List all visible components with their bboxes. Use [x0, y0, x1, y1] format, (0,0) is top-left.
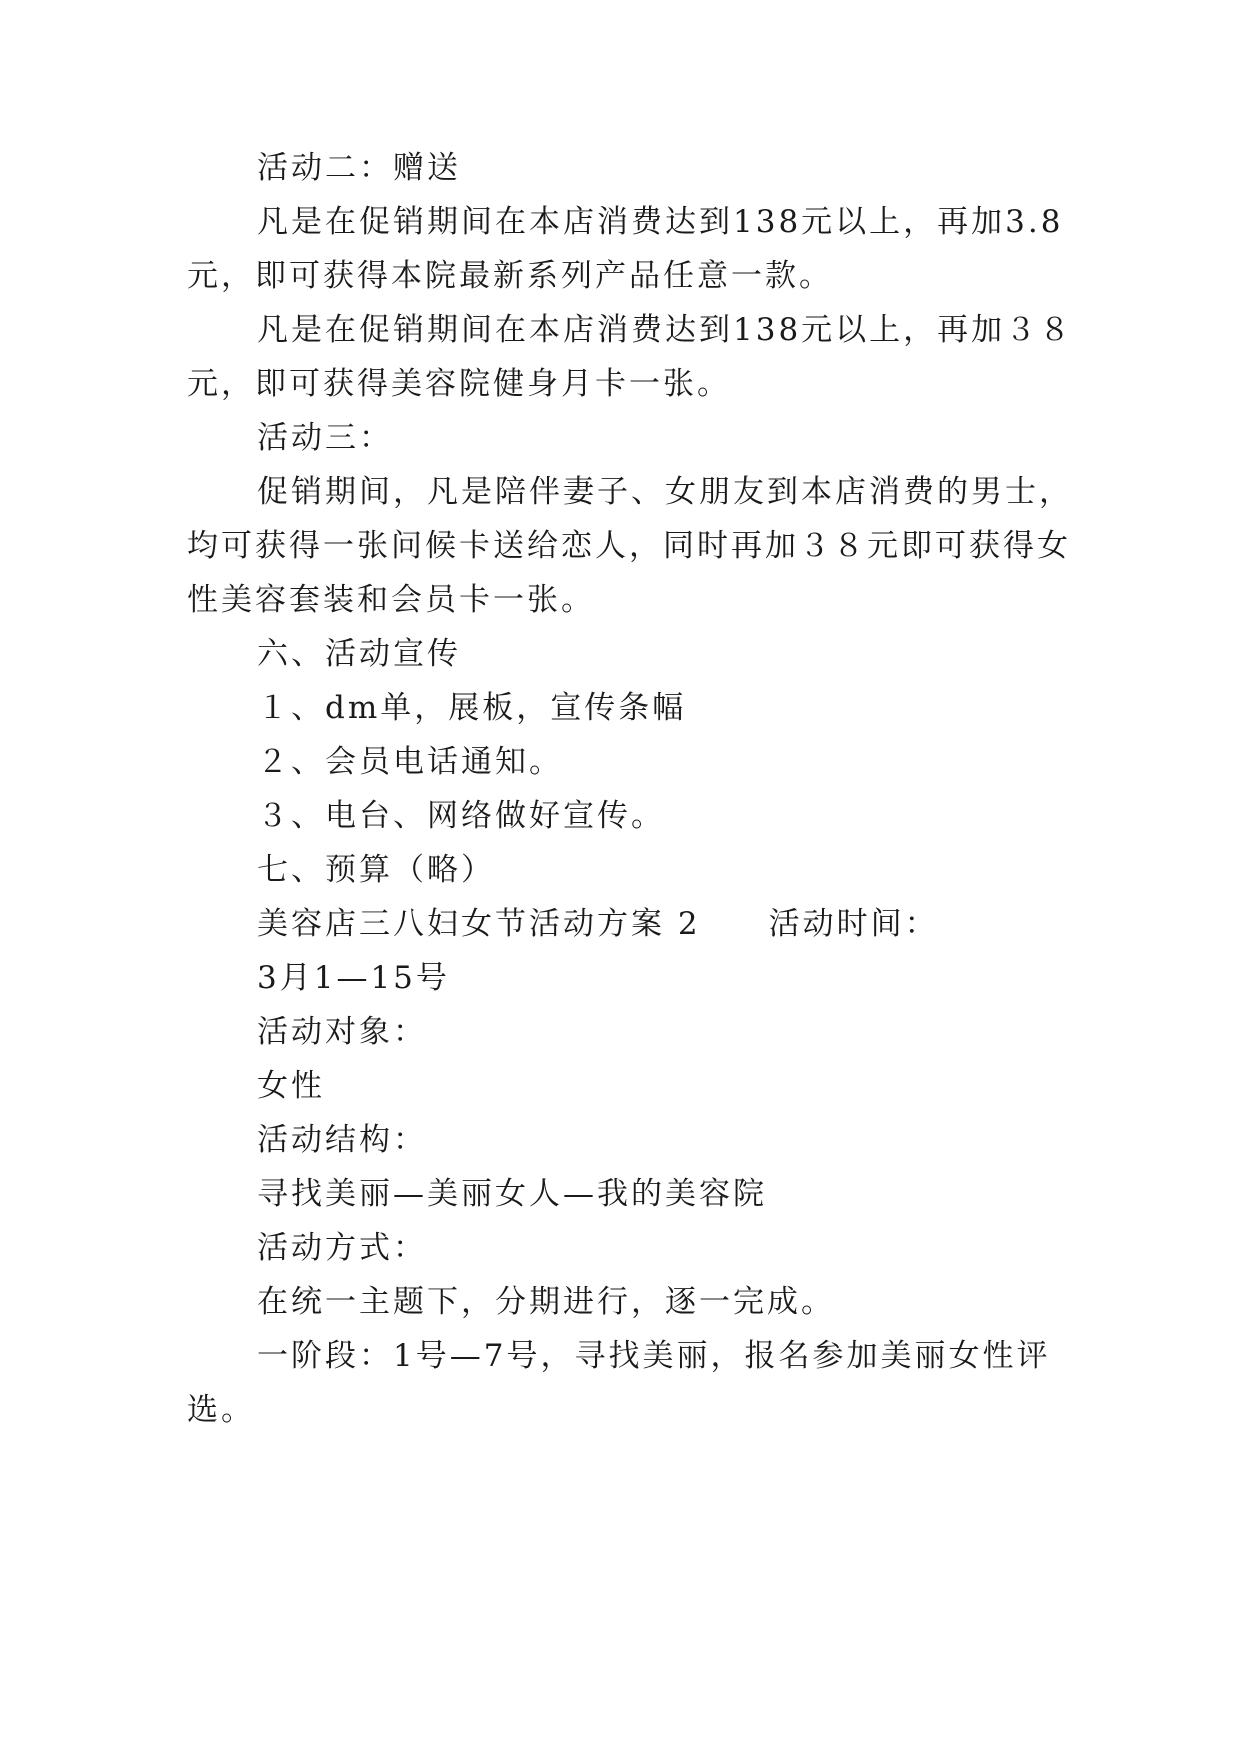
- paragraph-line: 均可获得一张问候卡送给恋人，同时再加３８元即可获得女: [187, 528, 1071, 564]
- paragraph-heading-activity-two: 活动二：赠送: [257, 150, 461, 186]
- paragraph-line: 凡是在促销期间在本店消费达到138元以上，再加３８: [257, 312, 1074, 348]
- paragraph-line: 元，即可获得本院最新系列产品任意一款。: [187, 258, 833, 294]
- paragraph-line: 在统一主题下，分期进行，逐一完成。: [257, 1284, 835, 1320]
- paragraph-line: 促销期间，凡是陪伴妻子、女朋友到本店消费的男士，: [257, 474, 1073, 510]
- paragraph-heading: 活动方式：: [257, 1230, 427, 1266]
- section-heading-promotion: 六、活动宣传: [257, 636, 461, 672]
- paragraph-heading-activity-three: 活动三：: [257, 420, 393, 456]
- section-heading-budget: 七、预算（略）: [257, 852, 495, 888]
- paragraph-line: 一阶段：1号—7号，寻找美丽，报名参加美丽女性评: [257, 1338, 1051, 1374]
- plan-title: 美容店三八妇女节活动方案 2 活动时间：: [257, 906, 939, 942]
- paragraph-line: 女性: [257, 1068, 325, 1104]
- paragraph-line: 选。: [187, 1392, 255, 1428]
- paragraph-heading: 活动结构：: [257, 1122, 427, 1158]
- paragraph-heading: 活动对象：: [257, 1014, 427, 1050]
- paragraph-line: 寻找美丽—美丽女人—我的美容院: [257, 1176, 767, 1212]
- list-item: ２、会员电话通知。: [257, 744, 563, 780]
- paragraph-line: 性美容套装和会员卡一张。: [187, 582, 595, 618]
- list-item: １、dm单，展板，宣传条幅: [257, 690, 687, 726]
- paragraph-line: 元，即可获得美容院健身月卡一张。: [187, 366, 731, 402]
- list-item: ３、电台、网络做好宣传。: [257, 798, 665, 834]
- paragraph-line: 凡是在促销期间在本店消费达到138元以上，再加3.8: [257, 204, 1064, 240]
- paragraph-line: 3月1—15号: [257, 960, 450, 996]
